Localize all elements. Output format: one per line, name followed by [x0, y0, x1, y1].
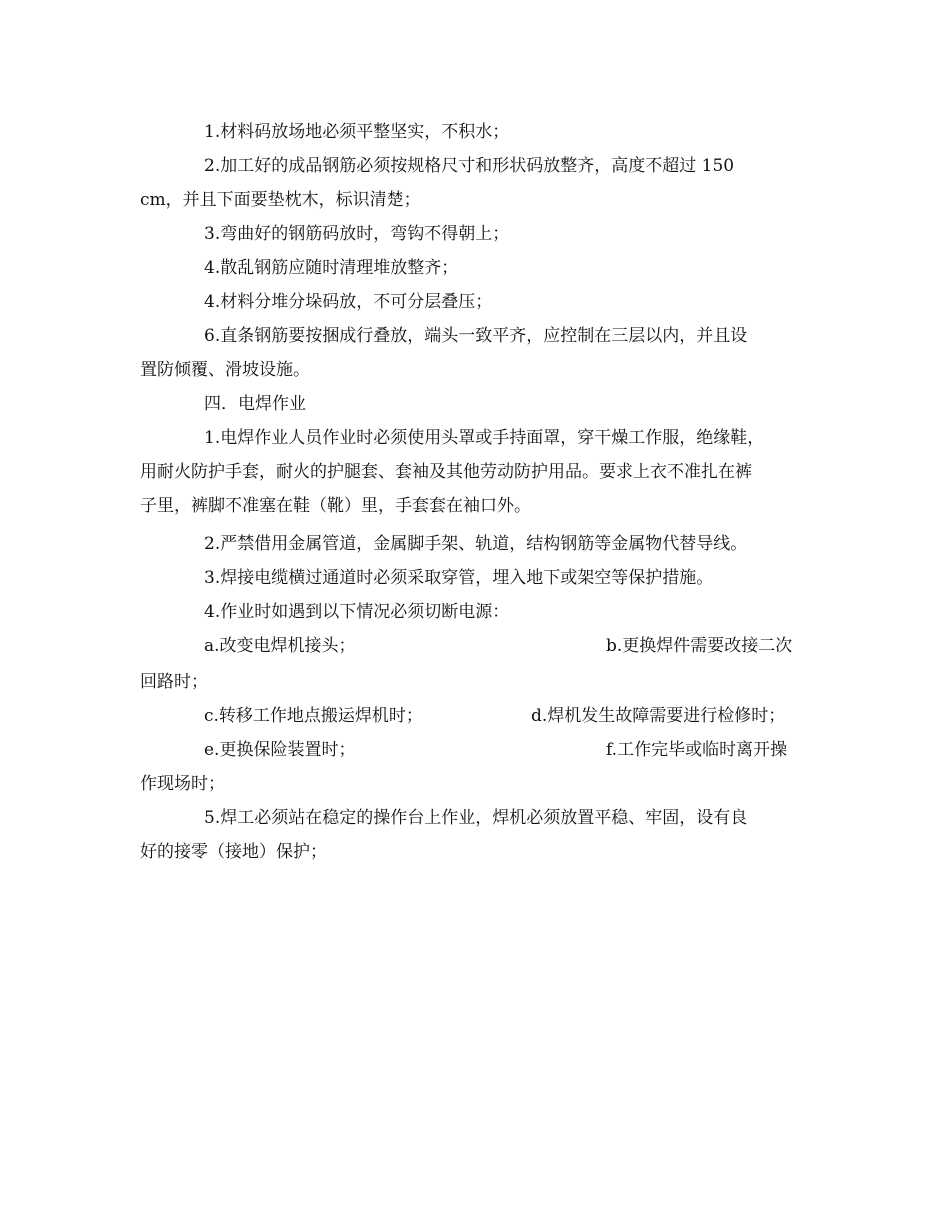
text-line: 作现场时； [140, 774, 225, 794]
text-line: 6.直条钢筋要按捆成行叠放，端头一致平齐，应控制在三层以内，并且设 [204, 326, 748, 346]
list-item-f: f.工作完毕或临时离开操 [606, 740, 788, 760]
text-line: 用耐火防护手套，耐火的护腿套、套袖及其他劳动防护用品。要求上衣不准扎在裤 [140, 462, 752, 482]
list-item-a: a.改变电焊机接头； [204, 636, 356, 656]
text-line: cm，并且下面要垫枕木，标识清楚； [140, 190, 421, 210]
text-line: 4.散乱钢筋应随时清理堆放整齐； [204, 258, 459, 278]
list-item-d: d.焊机发生故障需要进行检修时； [531, 706, 786, 726]
text-line: 置防倾覆、滑坡设施。 [140, 360, 310, 380]
text-line: 4.作业时如遇到以下情况必须切断电源： [204, 602, 510, 622]
section-heading: 四．电焊作业 [204, 394, 306, 414]
text-line: 好的接零（接地）保护； [140, 842, 327, 862]
text-line: 3.弯曲好的钢筋码放时，弯钩不得朝上； [204, 224, 510, 244]
list-item-b: b.更换焊件需要改接二次 [606, 636, 793, 656]
text-line: 2.严禁借用金属管道，金属脚手架、轨道，结构钢筋等金属物代替导线。 [204, 534, 748, 554]
text-line: 3.焊接电缆横过通道时必须采取穿管，埋入地下或架空等保护措施。 [204, 568, 714, 588]
list-item-c: c.转移工作地点搬运焊机时； [204, 706, 423, 726]
text-line: 2.加工好的成品钢筋必须按规格尺寸和形状码放整齐，高度不超过 150 [204, 156, 735, 176]
list-item-e: e.更换保险装置时； [204, 740, 356, 760]
text-line: 子里，裤脚不准塞在鞋（靴）里，手套套在袖口外。 [140, 496, 531, 516]
text-line: 5.焊工必须站在稳定的操作台上作业，焊机必须放置平稳、牢固，设有良 [204, 808, 748, 828]
text-line: 4.材料分堆分垛码放，不可分层叠压； [204, 292, 493, 312]
text-line: 1.材料码放场地必须平整坚实，不积水； [204, 122, 510, 142]
text-line: 回路时； [140, 672, 208, 692]
text-line: 1.电焊作业人员作业时必须使用头罩或手持面罩，穿干燥工作服，绝缘鞋， [204, 428, 765, 448]
